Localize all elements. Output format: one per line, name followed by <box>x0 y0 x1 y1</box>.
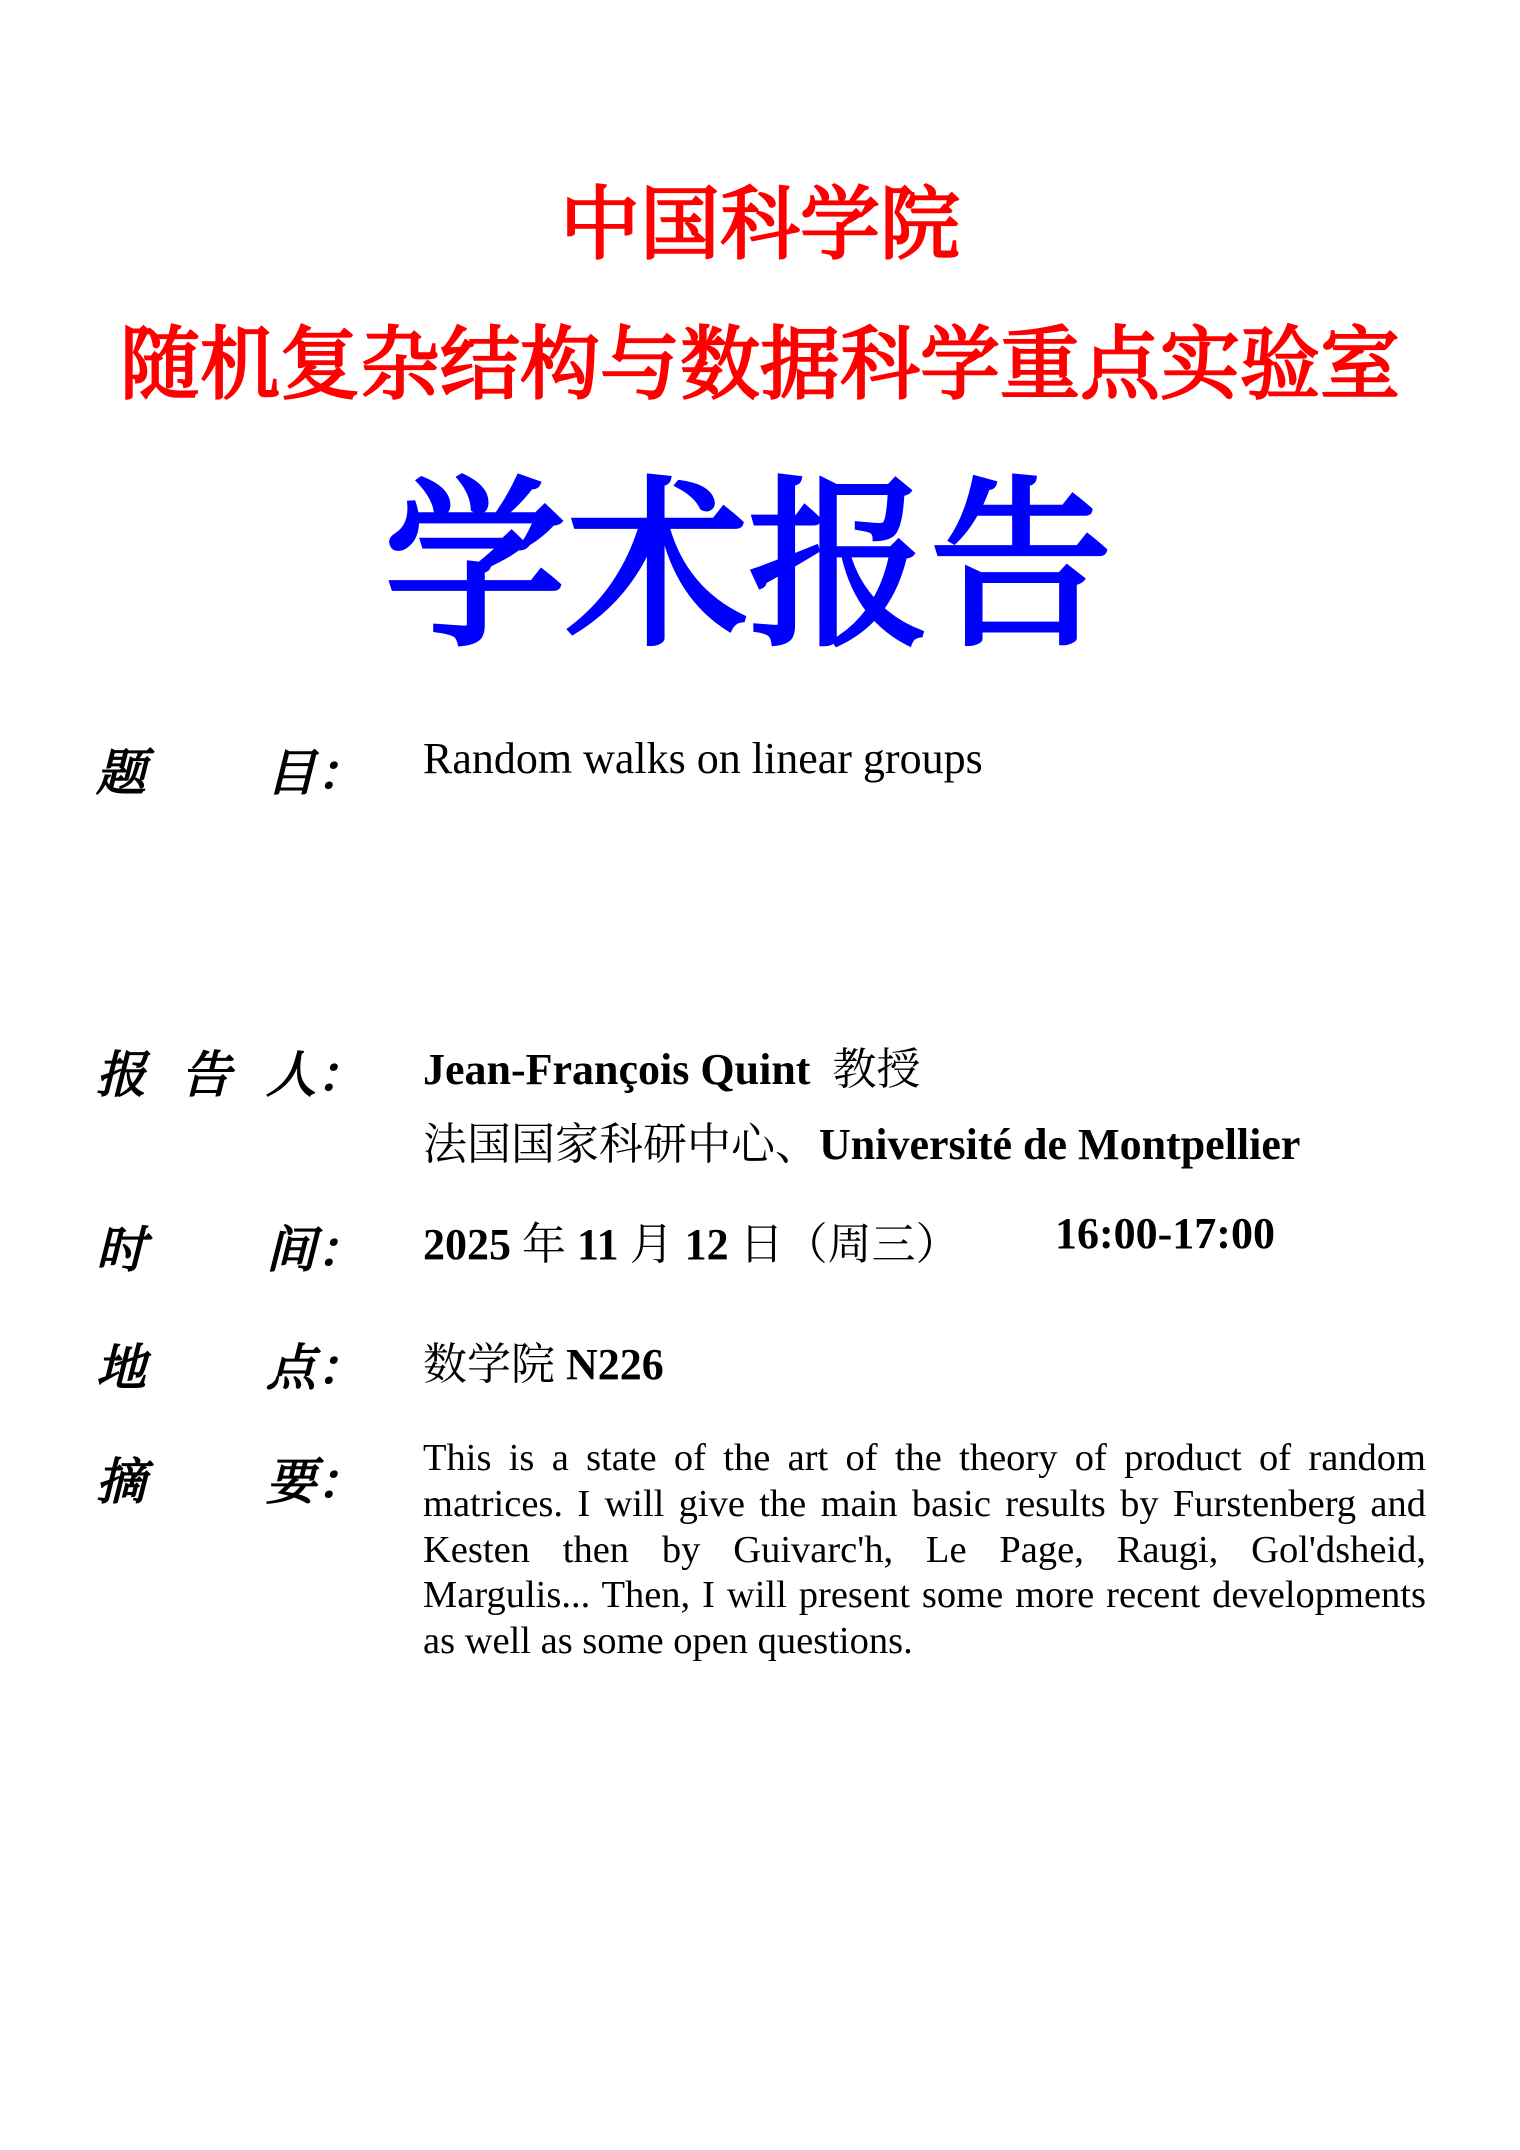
year-unit: 年 <box>522 1220 566 1269</box>
year: 2025 <box>423 1220 511 1269</box>
time-value <box>423 1208 960 1272</box>
place-value <box>423 1328 664 1392</box>
day: 12 <box>684 1220 729 1269</box>
lab-name: 随机复杂结构与数据科学重点实验室 <box>120 318 1400 411</box>
month: 11 <box>577 1220 619 1269</box>
speaker-label-char: 报 <box>96 1045 146 1104</box>
affiliation-cn: 法国国家科研中心、 <box>423 1120 819 1169</box>
time-label-char: 时 <box>96 1220 146 1279</box>
day-unit: 日（周三） <box>739 1220 960 1269</box>
abstract-label <box>96 1442 366 1514</box>
time-label-char: 间： <box>266 1220 366 1279</box>
time-label <box>96 1210 366 1282</box>
speaker-rank: 教授 <box>832 1045 921 1094</box>
abstract-label-char: 要： <box>266 1452 366 1511</box>
institution-name: 中国科学院 <box>560 178 960 271</box>
speaker-label <box>96 1035 366 1107</box>
month-unit: 月 <box>629 1220 674 1269</box>
place-label-char: 地 <box>96 1338 146 1397</box>
speaker-affiliation <box>423 1108 1300 1172</box>
place-label <box>96 1328 366 1400</box>
place-label-char: 点： <box>266 1338 366 1397</box>
topic-label-char: 题 <box>96 743 146 802</box>
speaker-label-char: 告 <box>181 1045 231 1104</box>
venue-cn: 数学院 <box>423 1340 555 1389</box>
affiliation-en: Université de Montpellier <box>819 1120 1301 1169</box>
room: N226 <box>566 1340 664 1389</box>
time-hours: 16:00-17:00 <box>1055 1209 1275 1258</box>
abstract-label-char: 摘 <box>96 1452 146 1511</box>
topic-label <box>96 733 366 805</box>
topic-label-char: 目： <box>266 743 366 802</box>
abstract-text: This is a state of the art of the theory of product of random matrices. I will give the main basic results by Furstenberg and Kesten then by Guivarc'h, Le Page, Raugi, Gol'dsheid, Margulis... Then, I will present some more recent developments as well as some open questions. <box>423 1437 1426 1663</box>
page-title: 学术报告 <box>384 460 1112 672</box>
speaker-name: Jean-François Quint <box>423 1045 811 1094</box>
speaker-label-char: 人： <box>266 1045 366 1104</box>
topic-value: Random walks on linear groups <box>423 734 983 783</box>
speaker-value <box>423 1033 920 1097</box>
